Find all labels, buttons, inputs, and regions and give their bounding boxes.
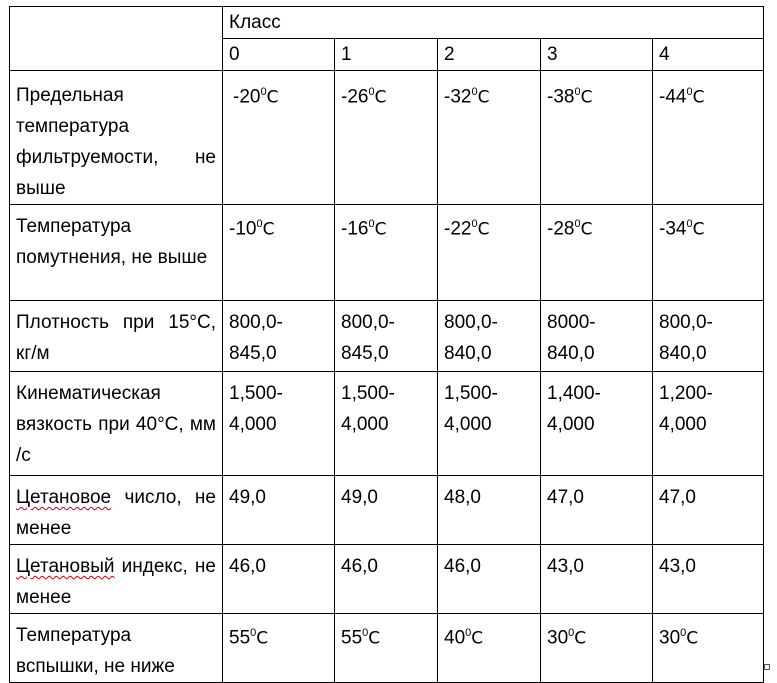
class-0-header: 0 [223, 39, 335, 71]
value-cell: 800,0- 840,0 [653, 301, 764, 372]
value-cell: $-16^0C$ [335, 205, 438, 301]
value-cell: 49,0 [335, 476, 438, 545]
table-row [10, 372, 764, 476]
value-cell: $-28^0C$ [541, 205, 653, 301]
class-header: Класс [223, 7, 764, 39]
class-3-header: 3 [541, 39, 653, 71]
fuel-class-table [9, 6, 764, 683]
spellcheck-word: Цетановый [16, 556, 115, 577]
param-cetane-index: Цетановый индекс, не менее [10, 545, 223, 614]
value-cell: $55^0C$ [223, 614, 335, 683]
value-cell: 46,0 [223, 545, 335, 614]
value-cell: 1,500- 4,000 [438, 372, 541, 476]
value-cell: $-20^0C$ [223, 71, 335, 205]
value-cell: 1,500- 4,000 [335, 372, 438, 476]
param-viscosity: Кинематическая вязкость при 40°С, мм /с [10, 372, 223, 476]
value-cell: 43,0 [541, 545, 653, 614]
value-cell: $-22^0C$ [438, 205, 541, 301]
param-filterability: Предельная температура фильтруемости, не выше [10, 71, 223, 205]
value-cell: 800,0- 845,0 [223, 301, 335, 372]
param-cloud-point: Температура помутнения, не выше [10, 205, 223, 301]
value-cell: $-38^0C$ [541, 71, 653, 205]
class-2-header: 2 [438, 39, 541, 71]
corner-cell [10, 7, 223, 71]
value-cell: 1,400- 4,000 [541, 372, 653, 476]
value-cell: $30^0C$ [541, 614, 653, 683]
value-cell: 8000- 840,0 [541, 301, 653, 372]
class-4-header: 4 [653, 39, 764, 71]
table-row [10, 476, 764, 545]
value-cell: 800,0- 845,0 [335, 301, 438, 372]
value-cell: 46,0 [438, 545, 541, 614]
table-row [10, 545, 764, 614]
spellcheck-word: Цетановое [16, 487, 112, 508]
value-cell: $-34^0C$ [653, 205, 764, 301]
table-row [10, 614, 764, 683]
param-flash-point: Температура вспышки, не ниже [10, 614, 223, 683]
value-cell: 43,0 [653, 545, 764, 614]
value-cell: $30^0C$ [653, 614, 764, 683]
value-cell: $40^0C$ [438, 614, 541, 683]
value-cell: 1,500- 4,000 [223, 372, 335, 476]
value-cell: 46,0 [335, 545, 438, 614]
table-row [10, 205, 764, 301]
value-cell: $-26^0C$ [335, 71, 438, 205]
value-cell: 47,0 [653, 476, 764, 545]
class-1-header: 1 [335, 39, 438, 71]
value-cell: 48,0 [438, 476, 541, 545]
table-row [10, 301, 764, 372]
value-cell: 49,0 [223, 476, 335, 545]
param-cetane-number: Цетановое число, не менее [10, 476, 223, 545]
value-cell: 1,200- 4,000 [653, 372, 764, 476]
table-row [10, 71, 764, 205]
value-cell: 800,0- 840,0 [438, 301, 541, 372]
value-cell: $-44^0C$ [653, 71, 764, 205]
value-cell: $-32^0C$ [438, 71, 541, 205]
value-cell: $55^0C$ [335, 614, 438, 683]
value-cell: 47,0 [541, 476, 653, 545]
table-end-marker [764, 664, 770, 670]
param-density: Плотность при 15°С, кг/м [10, 301, 223, 372]
value-cell: $-10^0C$ [223, 205, 335, 301]
